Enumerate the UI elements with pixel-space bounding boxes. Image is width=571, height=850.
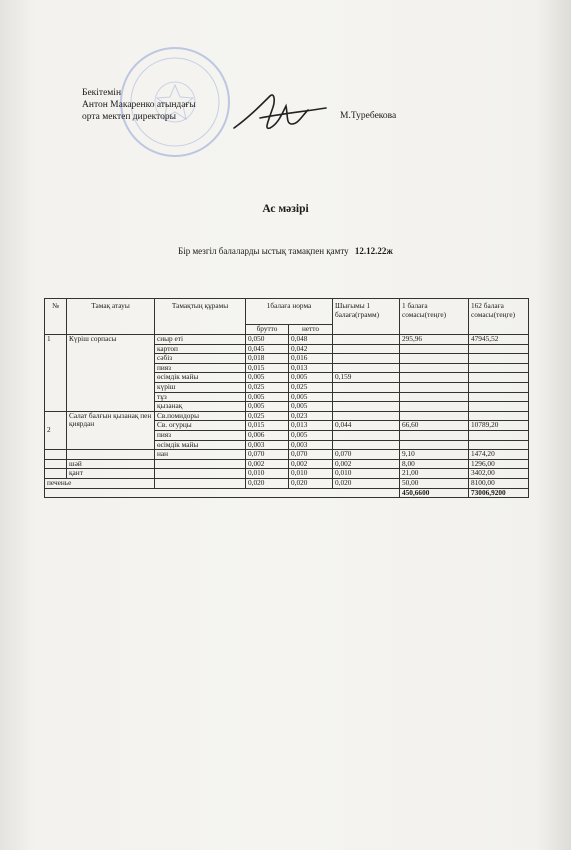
dish1-no: 1 [45,335,67,412]
dish2-no: 2 [45,411,67,449]
header-dish: Тамақ атауы [67,299,155,335]
sum-1: 66,60 [400,421,469,431]
brutto: 0,002 [246,459,289,469]
header-netto: нетто [289,325,333,335]
ingredient: Св. огурцы [155,421,246,431]
extra-name [67,450,155,460]
brutto: 0,015 [246,421,289,431]
ingredient: сиыр еті [155,335,246,345]
header-composition: Тамақтың құрамы [155,299,246,335]
director-signature [230,88,330,136]
ingredient: Св.помидоры [155,411,246,421]
netto: 0,013 [289,421,333,431]
subtitle-text: Бір мезгіл балаларды ыстық тамақпен қамту [178,246,349,256]
weight: 0,159 [333,373,400,383]
page-title: Ас мәзірі [262,203,309,215]
table-row [45,459,529,469]
subtitle [0,246,571,256]
netto: 0,010 [289,469,333,479]
sum-162: 1296,00 [469,459,529,469]
header-row [45,299,529,325]
dish2-name: Салат балғын қызанақ пен қиярдан [67,411,155,449]
ingredient: қызанақ [155,402,246,412]
ingredient: картоп [155,344,246,354]
netto: 0,070 [289,450,333,460]
netto: 0,023 [289,411,333,421]
director-name: М.Туребекова [340,111,397,121]
extra-name: қант [67,469,155,479]
ingredient: өсімдік майы [155,373,246,383]
brutto: 0,025 [246,382,289,392]
ingredient [155,478,246,488]
netto: 0,020 [289,478,333,488]
brutto: 0,005 [246,392,289,402]
netto: 0,025 [289,382,333,392]
brutto: 0,018 [246,354,289,364]
sum-162: 8100,00 [469,478,529,488]
brutto: 0,005 [246,402,289,412]
header-norm: 1балаға норма [246,299,333,325]
brutto: 0,010 [246,469,289,479]
header-no: № [45,299,67,335]
brutto: 0,020 [246,478,289,488]
sum-1: 9,10 [400,450,469,460]
menu-table [44,298,529,498]
approval-line-2: Антон Макаренко атындағы [82,100,196,110]
brutto: 0,003 [246,440,289,450]
table-row [45,411,529,421]
brutto: 0,045 [246,344,289,354]
approval-line-3: орта мектеп директоры [82,112,177,122]
weight: 0,020 [333,478,400,488]
netto: 0,005 [289,373,333,383]
weight: 0,044 [333,421,400,431]
totals-row [45,488,529,498]
sum-162: 10789,20 [469,421,529,431]
sum-162: 1474,20 [469,450,529,460]
netto: 0,005 [289,402,333,412]
netto: 0,005 [289,430,333,440]
netto: 0,013 [289,363,333,373]
extra-name: печенье [45,478,155,488]
header-brutto: брутто [246,325,289,335]
sum-1: 8,00 [400,459,469,469]
subtitle-date: 12.12.22ж [354,246,393,256]
ingredient [155,469,246,479]
brutto: 0,070 [246,450,289,460]
total-sum-162: 73006,9200 [469,488,529,498]
weight [333,335,400,345]
ingredient: тұз [155,392,246,402]
approval-line-1: Бекітемін [82,88,122,98]
netto: 0,005 [289,392,333,402]
sum-1: 295,96 [400,335,469,345]
ingredient: пияз [155,430,246,440]
brutto: 0,015 [246,363,289,373]
weight: 0,002 [333,459,400,469]
table-row [45,478,529,488]
netto: 0,003 [289,440,333,450]
table-row [45,335,529,345]
brutto: 0,050 [246,335,289,345]
brutto: 0,025 [246,411,289,421]
weight: 0,010 [333,469,400,479]
table-row [45,450,529,460]
ingredient [155,459,246,469]
sum-162: 47945,52 [469,335,529,345]
extra-name: шәй [67,459,155,469]
sum-1: 21,00 [400,469,469,479]
ingredient: күріш [155,382,246,392]
ingredient: сәбіз [155,354,246,364]
ingredient: нан [155,450,246,460]
weight: 0,070 [333,450,400,460]
table-row [45,469,529,479]
header-weight: Шығымы 1 балаға(грамм) [333,299,400,335]
netto: 0,042 [289,344,333,354]
brutto: 0,005 [246,373,289,383]
header-sum-162: 162 балаға сомасы(теңге) [469,299,529,335]
netto: 0,048 [289,335,333,345]
brutto: 0,006 [246,430,289,440]
dish1-name: Күріш сорпасы [67,335,155,412]
sum-162: 3402,00 [469,469,529,479]
ingredient: пияз [155,363,246,373]
sum-1: 50,00 [400,478,469,488]
total-sum-1: 450,6600 [400,488,469,498]
ingredient: өсімдік майы [155,440,246,450]
netto: 0,016 [289,354,333,364]
approval-block [82,87,196,123]
netto: 0,002 [289,459,333,469]
header-sum-1: 1 балаға сомасы(теңге) [400,299,469,335]
